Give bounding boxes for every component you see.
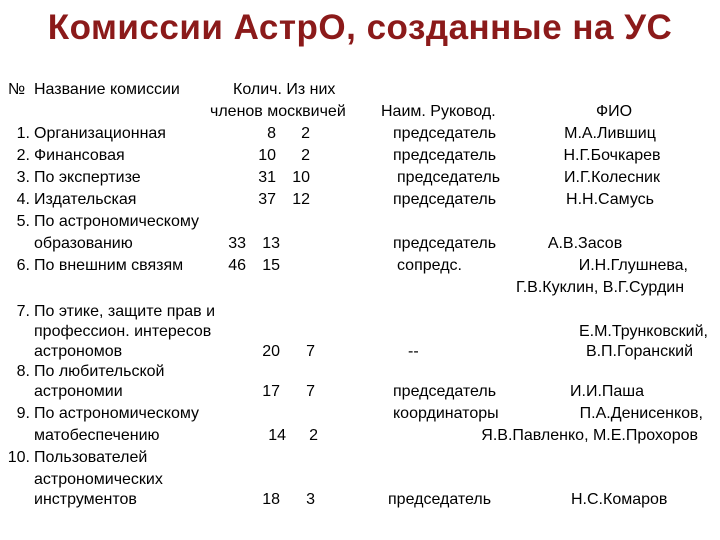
row-members: 14 (268, 427, 286, 444)
row-name: матобеспечению (34, 427, 160, 444)
row-muscovites: 15 (262, 257, 280, 274)
row-name: Издательская (34, 191, 137, 208)
row-muscovites: 2 (301, 125, 310, 142)
row-role: координаторы (393, 405, 499, 422)
row-name: По любительской (34, 363, 165, 380)
slide-title: Комиссии АстрО, созданные на УС (47, 8, 673, 47)
header-fio: ФИО (596, 103, 633, 120)
row-role: председатель (397, 169, 501, 186)
row-number: 9. (16, 405, 30, 422)
row-fio: М.А.Лившиц (564, 125, 656, 142)
row-role: председатель (388, 491, 492, 508)
row-name: Финансовая (34, 147, 125, 164)
row-name: астрономических (34, 471, 163, 488)
row-role: председатель (393, 383, 497, 400)
row-members: 10 (258, 147, 276, 164)
row-name: По внешним связям (34, 257, 184, 274)
row-fio: Я.В.Павленко, М.Е.Прохоров (481, 427, 698, 444)
row-fio: Е.М.Трунковский, (578, 323, 708, 340)
row-fio: И.Г.Колесник (564, 169, 660, 186)
row-fio: И.И.Паша (570, 383, 645, 400)
row-number: 10. (7, 449, 30, 466)
row-members: 17 (262, 383, 280, 400)
row-muscovites: 7 (306, 343, 315, 360)
header-num: № (8, 81, 26, 98)
row-number: 1. (16, 125, 30, 142)
row-muscovites: 2 (301, 147, 310, 164)
row-name: По этике, защите прав и (34, 303, 216, 320)
row-members: 37 (258, 191, 276, 208)
row-name: профессион. интересов (34, 323, 212, 340)
row-number: 3. (16, 169, 30, 186)
row-number: 5. (16, 213, 30, 230)
header-name: Название комиссии (34, 81, 180, 98)
row-role: председатель (393, 147, 497, 164)
row-members: 33 (228, 235, 246, 252)
row-fio: П.А.Денисенков, (579, 405, 703, 422)
row-number: 7. (16, 303, 30, 320)
row-fio: Н.Н.Самусь (566, 191, 654, 208)
row-role: председатель (393, 191, 497, 208)
row-number: 4. (16, 191, 30, 208)
header-role: Наим. Руковод. (381, 103, 496, 120)
row-role: председатель (393, 125, 497, 142)
row-members: 8 (267, 125, 276, 142)
row-number: 6. (16, 257, 30, 274)
header-count-line1: Колич. Из них (233, 81, 336, 98)
row-name: инструментов (34, 491, 137, 508)
row-fio: А.В.Засов (547, 235, 623, 252)
row-name: астрономии (34, 383, 123, 400)
row-name: Пользователей (34, 449, 148, 466)
row-name: По экспертизе (34, 169, 141, 186)
row-name: По астрономическому (34, 405, 200, 422)
row-name: образованию (34, 235, 133, 252)
row-members: 46 (228, 257, 246, 274)
row-name: астрономов (34, 343, 123, 360)
row-members: 31 (258, 169, 276, 186)
row-members: 20 (262, 343, 280, 360)
row-muscovites: 2 (309, 427, 318, 444)
row-muscovites: 10 (292, 169, 310, 186)
row-fio: И.Н.Глушнева, (578, 257, 688, 274)
row-name: По астрономическому (34, 213, 200, 230)
row-fio: В.П.Горанский (585, 343, 693, 360)
row-name: Организационная (34, 125, 166, 142)
row-fio: Г.В.Куклин, В.Г.Сурдин (516, 279, 685, 296)
row-muscovites: 3 (306, 491, 315, 508)
row-number: 2. (16, 147, 30, 164)
row-role: -- (408, 343, 419, 360)
row-fio: Н.С.Комаров (571, 491, 668, 508)
row-role: председатель (393, 235, 497, 252)
row-muscovites: 13 (262, 235, 280, 252)
row-members: 18 (262, 491, 280, 508)
row-muscovites: 12 (292, 191, 310, 208)
row-fio: Н.Г.Бочкарев (563, 147, 661, 164)
row-muscovites: 7 (306, 383, 315, 400)
row-role: сопредс. (397, 257, 462, 274)
row-number: 8. (16, 363, 30, 380)
header-count-line2: членов москвичей (210, 103, 346, 120)
